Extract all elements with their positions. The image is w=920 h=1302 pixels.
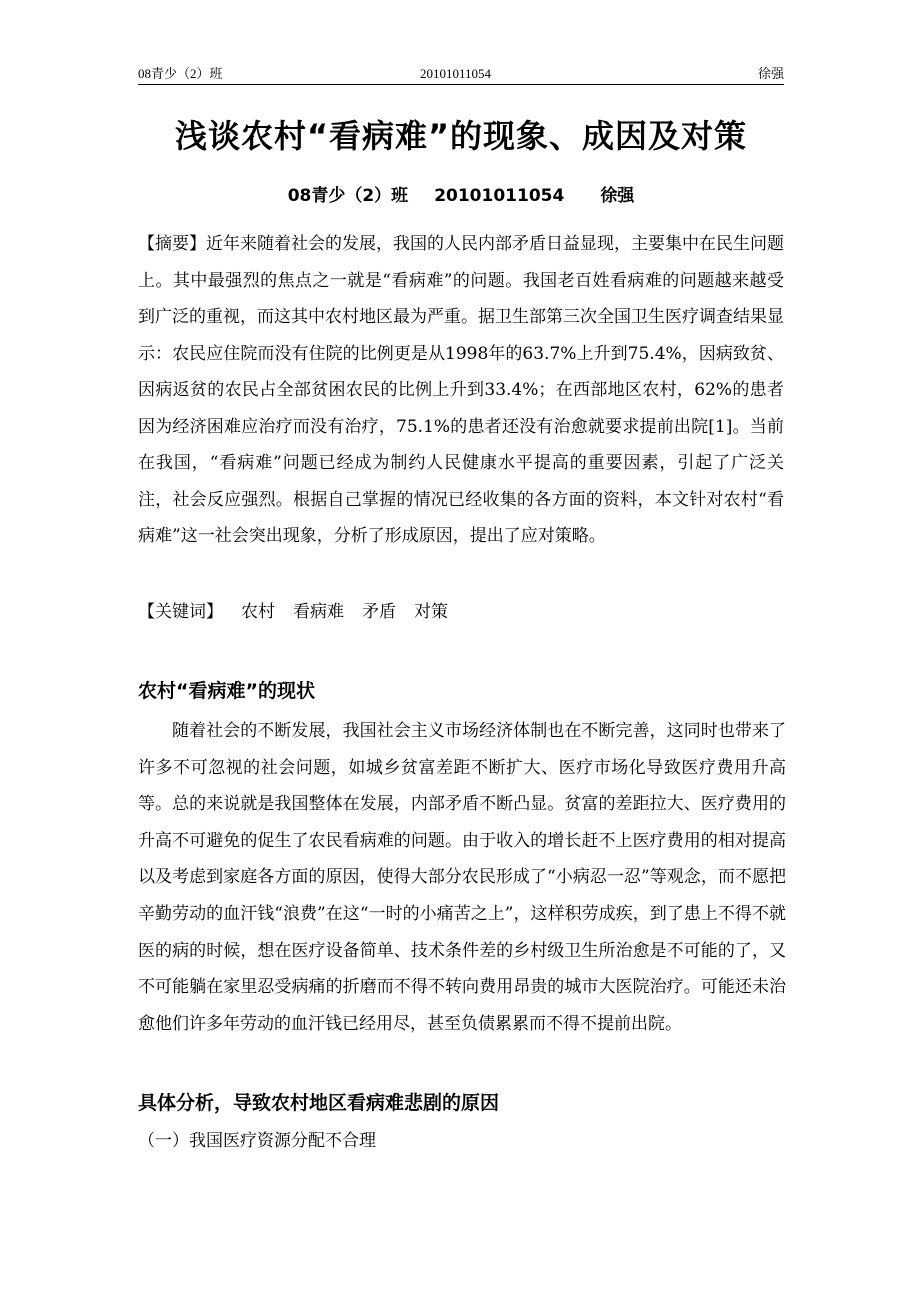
- abstract-text: 近年来随着社会的发展，我国的人民内部矛盾日益显现，主要集中在民生问题上。其中最强烈的焦点之一就是“看病难”的问题。我国老百姓看病难的问题越来越受到广泛的重视，而这其中农村地区最为严重。据卫生部第三次全国卫生医疗调查结果显示：农民应住院而没有住院的比例更是从1998年的63.7%上升到75.4%，因病致贫、因病返贫的农民占全部贫困农民的比例上升到33.4%；在西部地区农村，62%的患者因为经济困难应治疗而没有治疗，75.1%的患者还没有治愈就要求提前出院[1]。当前在我国，“看病难”问题已经成为制约人民健康水平提高的重要因素，引起了广泛关注，社会反应强烈。根据自己掌握的情况已经收集的各方面的资料，本文针对农村“看病难”这一社会突出现象，分析了形成原因，提出了应对策略。: [138, 234, 784, 546]
- keywords: [138, 594, 784, 630]
- section-heading-causes: 具体分析，导致农村地区看病难悲剧的原因: [138, 1092, 500, 1114]
- header-student-id: 20101011054: [420, 66, 492, 81]
- keyword-item: 矛盾: [362, 602, 396, 622]
- abstract: [138, 226, 784, 555]
- abstract-label: 【摘要】: [138, 234, 206, 254]
- keywords-label: 【关键词】: [138, 602, 223, 622]
- author-line: [138, 182, 784, 210]
- keyword-item: 对策: [414, 602, 448, 622]
- section-heading-status: 农村“看病难”的现状: [138, 680, 315, 702]
- keyword-item: 农村: [241, 602, 275, 622]
- header-rule: [138, 84, 784, 85]
- subsection-heading: （一）我国医疗资源分配不合理: [138, 1131, 376, 1151]
- section-paragraph: 随着社会的不断发展，我国社会主义市场经济体制也在不断完善，这同时也带来了许多不可忽视的社会问题，如城乡贫富差距不断扩大、医疗市场化导致医疗费用升高等。总的来说就是我国整体在发展，内部矛盾不断凸显。贫富的差距拉大、医疗费用的升高不可避免的促生了农民看病难的问题。由于收入的增长赶不上医疗费用的相对提高以及考虑到家庭各方面的原因，使得大部分农民形成了“小病忍一忍”等观念，而不愿把辛勤劳动的血汗钱“浪费”在这“一时的小痛苦之上”，这样积劳成疾，到了患上不得不就医的病的时候，想在医疗设备简单、技术条件差的乡村级卫生所治愈是不可能的了，又不可能躺在家里忍受病痛的折磨而不得不转向费用昂贵的城市大医院治疗。可能还未治愈他们许多年劳动的血汗钱已经用尽，甚至负债累累而不得不提前出院。: [138, 721, 786, 1034]
- page-header: [138, 64, 784, 84]
- header-author: 徐强: [757, 66, 784, 81]
- author-id: 20101011054: [434, 186, 565, 206]
- author-class: 08青少（2）班: [287, 186, 409, 206]
- document-title: 浅谈农村“看病难”的现象、成因及对策: [174, 117, 748, 155]
- keyword-item: 看病难: [293, 602, 344, 622]
- author-name: 徐强: [600, 186, 635, 206]
- header-class: 08青少（2）班: [138, 66, 223, 81]
